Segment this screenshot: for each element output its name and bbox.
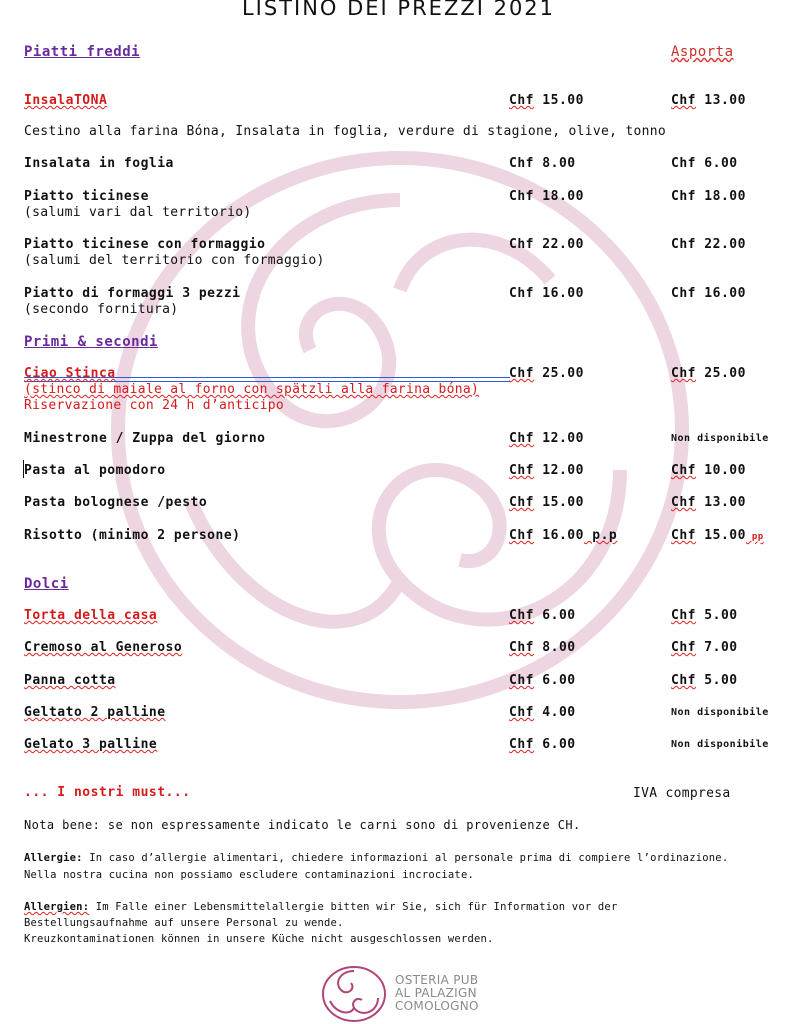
item-takeaway-price: Non disponibile [671,739,769,750]
item-note: (secondo fornitura) [24,302,179,317]
item-name: Ciao Stinca [24,366,116,381]
item-price: Chf 15.00 [509,93,584,108]
item-name: Panna cotta [24,673,116,688]
item-price: Chf 22.00 [509,237,584,252]
item-takeaway-price: Chf 25.00 [671,366,746,381]
allergie-line-1: Allergie: In caso d’allergie alimentari, chiedere informazioni al personale prima di compiere l’ordinazione. [24,852,729,864]
item-price: Chf 8.00 [509,640,576,655]
takeaway-header: Asporta [671,44,734,60]
item-name: Torta della casa [24,608,158,623]
item-takeaway-price: Non disponibile [671,433,769,444]
item-name: Piatto ticinese [24,189,149,204]
item-name: Minestrone / Zuppa del giorno [24,431,266,446]
item-name: Piatto di formaggi 3 pezzi [24,286,241,301]
allergien-line-2: Bestellungsaufnahme auf unsere Personal zu wende. [24,917,344,929]
item-price: Chf 4.00 [509,705,576,720]
item-name: Risotto (minimo 2 persone) [24,528,241,543]
must-label: ... I nostri must... [24,785,191,800]
watermark-logo [100,140,700,720]
item-price: Chf 25.00 [509,366,584,381]
allergie-line-2: Nella nostra cucina non possiamo escludere contaminazioni incrociate. [24,869,474,881]
item-name: Gelato 3 palline [24,737,158,752]
item-note: (salumi del territorio con formaggio) [24,253,325,268]
item-takeaway-price: Non disponibile [671,707,769,718]
allergien-line-3: Kreuzkontaminationen können in unsere Küche nicht ausgeschlossen werden. [24,933,494,945]
item-note: (stinco di maiale al forno con spätzli alla farina bóna) [24,382,480,397]
item-price: Chf 16.00 [509,286,584,301]
item-name: InsalaTONA [24,93,108,108]
logo-line-3: COMOLOGNO [395,999,479,1013]
item-price: Chf 6.00 [509,673,576,688]
item-price: Chf 6.00 [509,608,576,623]
iva-label: IVA compresa [633,786,731,801]
item-name: Geltato 2 palline [24,705,166,720]
logo-line-2: AL PALAZIGN [395,986,477,1000]
item-price: Chf 6.00 [509,737,576,752]
item-name: Insalata in foglia [24,156,174,171]
nota-bene: Nota bene: se non espressamente indicato le carni sono di provenienze CH. [24,818,581,832]
item-name: Pasta al pomodoro [24,463,166,478]
item-takeaway-price: Chf 13.00 [671,93,746,108]
logo-line-1: OSTERIA PUB [395,973,479,987]
section-desserts: Dolci [24,576,69,592]
osteria-name [395,974,479,1013]
item-name: Piatto ticinese con formaggio [24,237,266,252]
item-takeaway-price: Chf 6.00 [671,156,738,171]
page-title: LISTINO DEI PREZZI 2021 [241,0,556,20]
item-price: Chf 8.00 [509,156,576,171]
item-price: Chf 16.00 p.p [509,528,618,543]
item-note: (salumi vari dal territorio) [24,205,252,220]
osteria-logo-icon [320,965,388,1023]
item-takeaway-price: Chf 5.00 [671,673,738,688]
item-takeaway-price: Chf 5.00 [671,608,738,623]
item-takeaway-price: Chf 22.00 [671,237,746,252]
item-name: Pasta bolognese /pesto [24,495,208,510]
item-takeaway-price: Chf 10.00 [671,463,746,478]
item-takeaway-price: Chf 15.00 pp [671,528,764,543]
item-name: Cremoso al Generoso [24,640,183,655]
section-cold-dishes: Piatti freddi [24,44,141,60]
item-takeaway-price: Chf 13.00 [671,495,746,510]
section-mains: Primi & secondi [24,334,158,350]
item-price: Chf 12.00 [509,463,584,478]
item-takeaway-price: Chf 7.00 [671,640,738,655]
allergien-line-1: Allergien: Im Falle einer Lebensmittelallergie bitten wir Sie, sich für Information vor der [24,901,618,913]
item-price: Chf 15.00 [509,495,584,510]
item-price: Chf 18.00 [509,189,584,204]
item-takeaway-price: Chf 16.00 [671,286,746,301]
item-takeaway-price: Chf 18.00 [671,189,746,204]
item-price: Chf 12.00 [509,431,584,446]
item-note-2: Riservazione con 24 h d’anticipo [24,398,285,413]
insalatona-description: Cestino alla farina Bóna, Insalata in foglia, verdure di stagione, olive, tonno [24,124,667,139]
